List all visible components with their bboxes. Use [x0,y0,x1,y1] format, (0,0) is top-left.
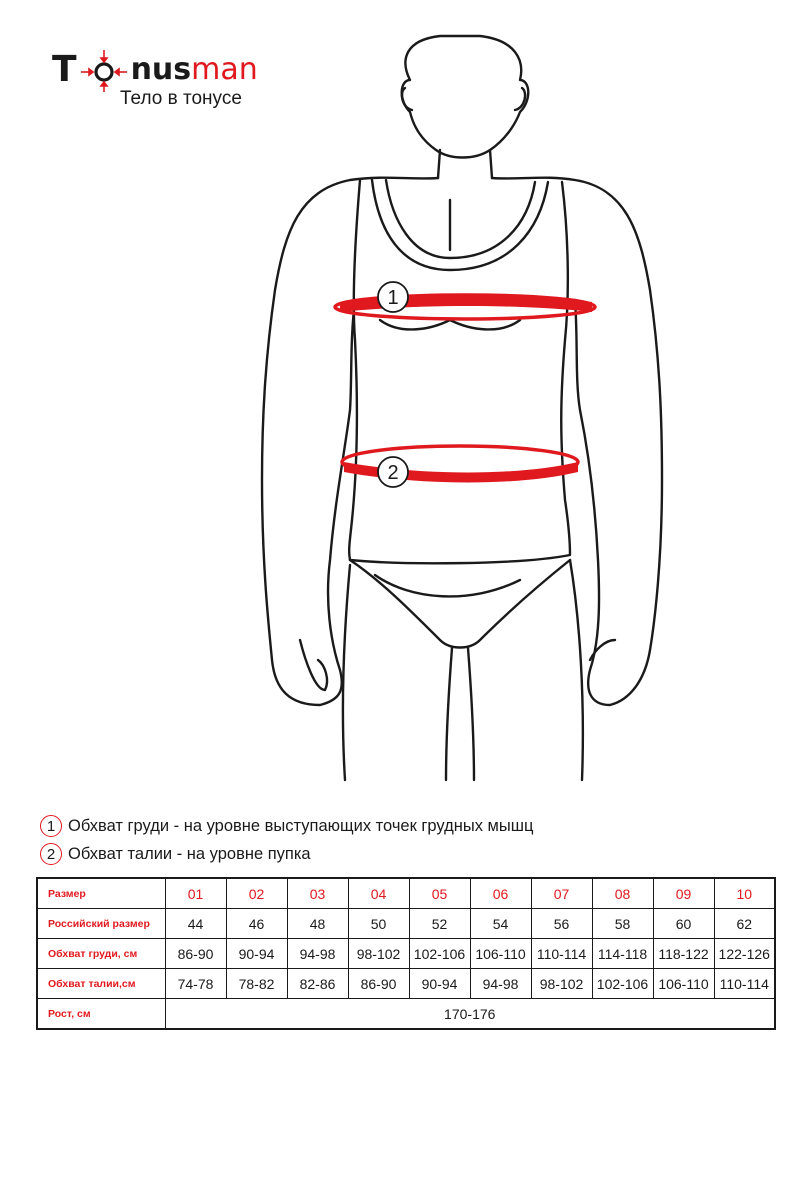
table-cell: 90-94 [409,969,470,999]
table-cell: 94-98 [470,969,531,999]
legend-item-waist [40,840,760,868]
legend-number: 2 [40,843,62,865]
size-chart-table [36,877,776,1030]
table-cell: 122-126 [714,939,775,969]
logo-name-bold: nus [130,52,192,87]
table-cell: 52 [409,909,470,939]
table-cell: 106-110 [653,969,714,999]
row-label: Российский размер [37,909,165,939]
table-cell: 110-114 [714,969,775,999]
chest-marker [378,282,408,312]
table-row-waist [37,969,775,999]
table-cell: 110-114 [531,939,592,969]
size-code: 07 [531,878,592,909]
size-code: 09 [653,878,714,909]
table-cell: 60 [653,909,714,939]
logo-name-light: man [191,52,258,87]
male-body-outline-icon [0,30,800,810]
row-label: Обхват талии,см [37,969,165,999]
table-cell: 106-110 [470,939,531,969]
table-cell: 98-102 [348,939,409,969]
table-cell: 48 [287,909,348,939]
size-code: 05 [409,878,470,909]
table-header-row [37,878,775,909]
size-code: 03 [287,878,348,909]
table-row-height [37,999,775,1030]
height-range-cell: 170-176 [165,999,775,1030]
table-cell: 102-106 [409,939,470,969]
row-label: Рост, см [37,999,165,1030]
table-cell: 58 [592,909,653,939]
table-cell: 46 [226,909,287,939]
table-row-chest [37,939,775,969]
table-cell: 54 [470,909,531,939]
brand-slogan: Тело в тонусе [120,88,242,109]
table-cell: 90-94 [226,939,287,969]
chest-marker-number: 1 [387,287,399,309]
measurement-legend [40,812,760,868]
row-label: Обхват груди, см [37,939,165,969]
table-row-russian-size [37,909,775,939]
legend-text: Обхват талии - на уровне пупка [68,844,311,863]
size-code: 08 [592,878,653,909]
table-cell: 62 [714,909,775,939]
table-cell: 44 [165,909,226,939]
table-cell: 82-86 [287,969,348,999]
waist-marker [378,457,408,487]
size-code: 04 [348,878,409,909]
table-cell: 98-102 [531,969,592,999]
table-cell: 94-98 [287,939,348,969]
legend-item-chest [40,812,760,840]
legend-text: Обхват груди - на уровне выступающих точек грудных мышц [68,816,534,835]
size-code: 06 [470,878,531,909]
table-cell: 78-82 [226,969,287,999]
table-cell: 74-78 [165,969,226,999]
logo-letter-t: T [52,49,77,90]
table-cell: 114-118 [592,939,653,969]
row-label: Размер [37,878,165,909]
table-cell: 86-90 [348,969,409,999]
table-cell: 50 [348,909,409,939]
size-code: 10 [714,878,775,909]
waist-marker-number: 2 [387,462,399,484]
table-cell: 102-106 [592,969,653,999]
table-cell: 118-122 [653,939,714,969]
legend-number: 1 [40,815,62,837]
table-cell: 86-90 [165,939,226,969]
table-cell: 56 [531,909,592,939]
size-code: 01 [165,878,226,909]
size-code: 02 [226,878,287,909]
